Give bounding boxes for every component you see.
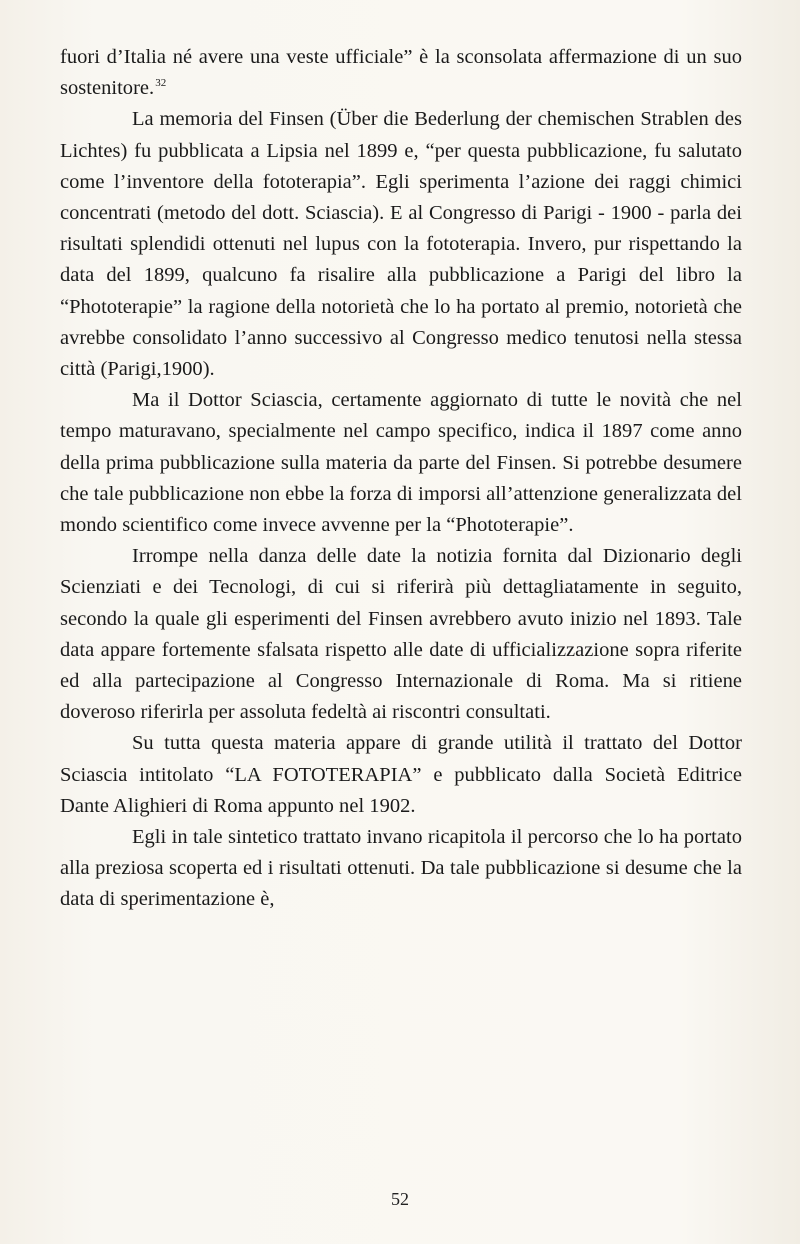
page-number: 52 [391, 1189, 409, 1209]
paragraph-2: La memoria del Finsen (Über die Bederlung der chemischen Strablen des Lichtes) fu pubblicata a Lipsia nel 1899 e, “per questa pubblicazione, fu salutato come l’inventore della fototerapia”. Egli sperimenta l’azione dei raggi chimici concentrati (metodo del dott. Sciascia). E al Congresso di Parigi - 1900 - parla dei risultati splendidi ottenuti nel lupus con la fototerapia. Invero, pur rispettando la data del 1899, qualcuno fa risalire alla pubblicazione a Parigi del libro la “Phototerapie” la ragione della notorietà che lo ha portato al premio, notorietà che avrebbe consolidato l’anno successivo al Congresso medico tenutosi nella stessa città (Parigi,1900). [60, 108, 742, 381]
paragraph-4: Irrompe nella danza delle date la notizia fornita dal Dizionario degli Scienziati e dei Tecnologi, di cui si riferirà più dettagliatamente in seguito, secondo la quale gli esperimenti del Finsen avrebbero avuto inizio nel 1893. Tale data appare fortemente sfalsata rispetto alle date di ufficializzazione sopra riferite ed alla partecipazione al Congresso Internazionale di Roma. Ma si ritiene doveroso riferirla per assoluta fedeltà ai riscontri consultati. [60, 545, 742, 724]
paragraph-5: Su tutta questa materia appare di grande utilità il trattato del Dottor Sciascia intitolato “LA FOTOTERAPIA” e pubblicato dalla Società Editrice Dante Alighieri di Roma appunto nel 1902. [60, 732, 742, 817]
paragraph-1 [60, 42, 742, 104]
footnote-reference: 32 [155, 77, 167, 90]
paragraph-1-text: fuori d’Italia né avere una veste ufficiale” è la sconsolata affermazione di un suo sostenitore. [60, 46, 742, 100]
paragraph-3: Ma il Dottor Sciascia, certamente aggiornato di tutte le novità che nel tempo maturavano, specialmente nel campo specifico, indica il 1897 come anno della prima pubblicazione sulla materia da parte del Finsen. Si potrebbe desumere che tale pubblicazione non ebbe la forza di imporsi all’attenzione generalizzata del mondo scientifico come invece avvenne per la “Phototerapie”. [60, 389, 742, 537]
paragraph-6: Egli in tale sintetico trattato invano ricapitola il percorso che lo ha portato alla preziosa scoperta ed i risultati ottenuti. Da tale pubblicazione si desume che la data di sperimentazione è, [60, 826, 742, 911]
body-text [60, 42, 742, 916]
